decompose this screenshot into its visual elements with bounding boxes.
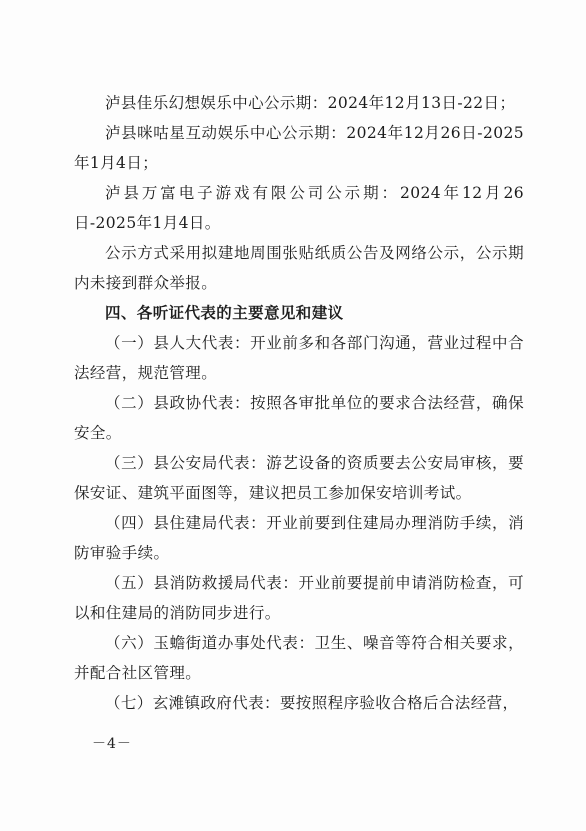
paragraph-opinion-housing: （四）县住建局代表：开业前要到住建局办理消防手续，消防审验手续。 (74, 514, 524, 562)
paragraph-opinion-xuantan: （七）玄滩镇政府代表：要按照程序验收合格后合法经营， (105, 694, 519, 712)
section-heading-opinions: 四、各听证代表的主要意见和建议 (105, 304, 344, 322)
paragraph-publicity-wanfu: 泸县万富电子游戏有限公司公示期：2024年12月26日-2025年1月4日。 (74, 184, 524, 232)
paragraph-publicity-migu: 泸县咪咕星互动娱乐中心公示期：2024年12月26日-2025年1月4日； (74, 124, 524, 172)
paragraph-publicity-jiale: 泸县佳乐幻想娱乐中心公示期：2024年12月13日-22日； (105, 94, 516, 112)
document-body (74, 88, 524, 718)
paragraph-opinion-fire: （五）县消防救援局代表：开业前要提前申请消防检查，可以和住建局的消防同步进行。 (74, 574, 524, 622)
paragraph-opinion-cppcc: （二）县政协代表：按照各审批单位的要求合法经营，确保安全。 (74, 394, 524, 442)
paragraph-publicity-method: 公示方式采用拟建地周围张贴纸质公告及网络公示，公示期内未接到群众举报。 (74, 244, 524, 292)
page-number: －4－ (92, 736, 132, 752)
paragraph-opinion-npc: （一）县人大代表：开业前多和各部门沟通，营业过程中合法经营，规范管理。 (74, 334, 524, 382)
paragraph-opinion-police: （三）县公安局代表：游艺设备的资质要去公安局审核，要保安证、建筑平面图等，建议把员工参加保安培训考试。 (74, 454, 524, 502)
paragraph-opinion-yuchan: （六）玉蟾街道办事处代表：卫生、噪音等符合相关要求，并配合社区管理。 (74, 634, 524, 682)
